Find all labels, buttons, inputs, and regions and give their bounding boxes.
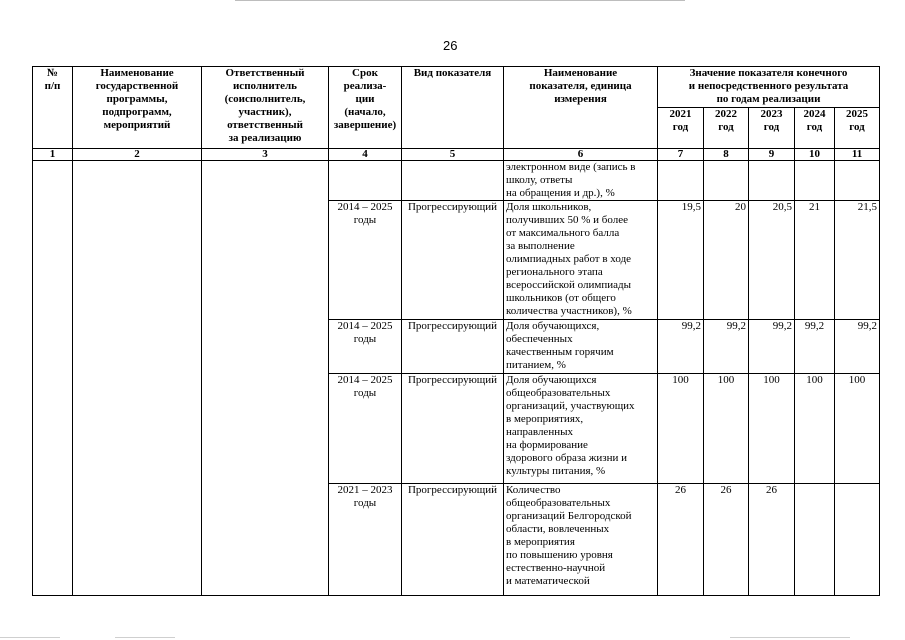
column-number: 5 (402, 149, 504, 161)
table-row (33, 161, 880, 201)
cell-indicator (504, 320, 658, 374)
type-text: Прогрессирующий (407, 201, 498, 213)
results-table (32, 66, 880, 596)
cell-value-2024: 99,2 (795, 320, 835, 374)
header-row-top (33, 67, 880, 108)
cell-value-2024: 100 (795, 374, 835, 484)
cell-value-2022: 100 (704, 374, 749, 484)
cell-value-2024 (795, 484, 835, 596)
header-values (658, 67, 880, 108)
indicator-text: Доля школьников, получивших 50 % и более от максимального балла за выполнение олимпиадных работ в ходе регионального этапа всероссийской олимпиады школьников (от общего количества участников), % (506, 201, 632, 317)
cell-value-2025: 100 (835, 374, 880, 484)
cell-value-2025: 21,5 (835, 201, 880, 320)
cell-value-2023: 100 (749, 374, 795, 484)
period-text: 2014 – 2025 годы (337, 201, 393, 226)
cell-value-2025 (835, 161, 880, 201)
scan-edge-bottom-left (0, 637, 60, 638)
column-number: 9 (749, 149, 795, 161)
type-text: Прогрессирующий (407, 374, 498, 386)
cell-program-merged (73, 161, 202, 596)
column-number: 2 (73, 149, 202, 161)
header-year-2021 (658, 108, 704, 149)
cell-value-2022 (704, 161, 749, 201)
year-label: 2021 год (669, 108, 692, 133)
cell-period (329, 374, 402, 484)
header-num-text: № п/п (44, 67, 61, 92)
cell-value-2022: 99,2 (704, 320, 749, 374)
cell-value-2021: 100 (658, 374, 704, 484)
indicator-text: Количество общеобразовательных организаций Белгородской области, вовлеченных в мероприятия по повышению уровня естественно-научной и математической (506, 484, 632, 587)
cell-value-2024 (795, 161, 835, 201)
header-program-text: Наименование государственной программы, подпрограмм, мероприятий (95, 67, 179, 131)
cell-value-2021: 99,2 (658, 320, 704, 374)
column-number: 10 (795, 149, 835, 161)
cell-period (329, 320, 402, 374)
header-year-2023 (749, 108, 795, 149)
year-label: 2023 год (760, 108, 783, 133)
cell-period (329, 161, 402, 201)
cell-value-2022: 20 (704, 201, 749, 320)
header-type-text: Вид показателя (413, 67, 492, 79)
cell-type (402, 161, 504, 201)
cell-period (329, 201, 402, 320)
type-text: Прогрессирующий (407, 320, 498, 332)
scan-edge-bottom-mid (115, 637, 175, 638)
header-executor-text: Ответственный исполнитель (соисполнитель, участник), ответственный за реализацию (224, 67, 306, 144)
indicator-text: Доля обучающихся общеобразовательных организаций, участвующих в мероприятиях, направленных на формирование здорового образа жизни и культуры питания, % (506, 374, 635, 477)
header-num (33, 67, 73, 149)
column-number: 4 (329, 149, 402, 161)
page-number: 26 (443, 38, 458, 53)
year-label: 2025 год (846, 108, 869, 133)
cell-value-2024: 21 (795, 201, 835, 320)
cell-value-2023 (749, 161, 795, 201)
header-period (329, 67, 402, 149)
header-year-2024 (795, 108, 835, 149)
header-program (73, 67, 202, 149)
cell-indicator (504, 484, 658, 596)
indicator-text: Доля обучающихся, обеспеченных качественным горячим питанием, % (506, 320, 614, 371)
type-text: Прогрессирующий (407, 484, 498, 496)
cell-period (329, 484, 402, 596)
scan-edge-top (235, 0, 685, 1)
period-text: 2021 – 2023 годы (337, 484, 393, 509)
header-period-text: Срок реализа- ции (начало, завершение) (333, 67, 397, 131)
cell-type (402, 374, 504, 484)
year-label: 2022 год (715, 108, 737, 133)
header-year-2022 (704, 108, 749, 149)
column-number: 11 (835, 149, 880, 161)
cell-num-merged (33, 161, 73, 596)
scan-edge-bottom-right (730, 637, 850, 638)
cell-type (402, 320, 504, 374)
cell-indicator (504, 374, 658, 484)
cell-value-2023: 99,2 (749, 320, 795, 374)
period-text: 2014 – 2025 годы (337, 374, 393, 399)
cell-value-2021: 26 (658, 484, 704, 596)
cell-value-2023: 20,5 (749, 201, 795, 320)
cell-indicator (504, 201, 658, 320)
column-number: 8 (704, 149, 749, 161)
indicator-text: электронном виде (запись в школу, ответы на обращения и др.), % (506, 161, 636, 199)
cell-type (402, 484, 504, 596)
column-number: 3 (202, 149, 329, 161)
column-number: 1 (33, 149, 73, 161)
cell-executor-merged (202, 161, 329, 596)
cell-value-2021 (658, 161, 704, 201)
column-number-row (33, 149, 880, 161)
header-executor (202, 67, 329, 149)
year-label: 2024 год (803, 108, 826, 133)
cell-value-2023: 26 (749, 484, 795, 596)
cell-value-2022: 26 (704, 484, 749, 596)
cell-value-2025: 99,2 (835, 320, 880, 374)
column-number: 7 (658, 149, 704, 161)
column-number: 6 (504, 149, 658, 161)
cell-indicator (504, 161, 658, 201)
header-year-2025 (835, 108, 880, 149)
header-type (402, 67, 504, 149)
header-values-text: Значение показателя конечного и непосредственного результата по годам реализации (688, 67, 849, 105)
cell-type (402, 201, 504, 320)
cell-value-2021: 19,5 (658, 201, 704, 320)
period-text: 2014 – 2025 годы (337, 320, 393, 345)
header-indicator (504, 67, 658, 149)
cell-value-2025 (835, 484, 880, 596)
header-indicator-text: Наименование показателя, единица измерения (529, 67, 632, 105)
